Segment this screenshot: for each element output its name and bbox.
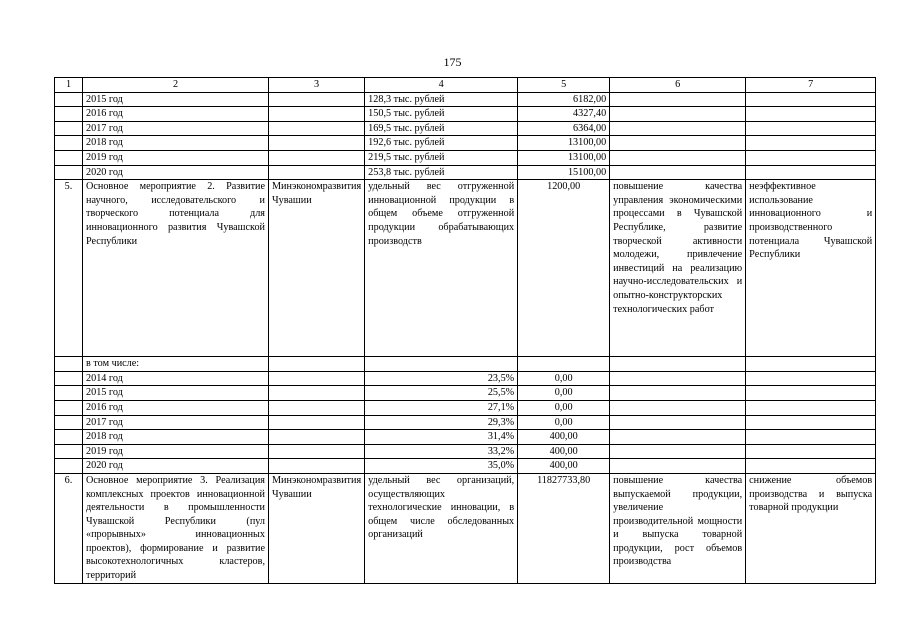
indicator-description: удельный вес организаций, осуществляющих технологические инновации, в общем числе обследованных организаций [365, 473, 518, 583]
header-cell: 3 [269, 78, 365, 93]
header-cell: 5 [518, 78, 610, 93]
amount-cell: 0,00 [518, 400, 610, 415]
table-row [55, 136, 876, 151]
year-cell: 2015 год [83, 386, 269, 401]
indicator-cell: 33,2% [365, 444, 518, 459]
indicator-description: удельный вес отгруженной инновационной продукции в общем объеме отгруженной продукции обрабатывающих производств [365, 180, 518, 357]
amount-cell: 0,00 [518, 415, 610, 430]
year-cell: 2017 год [83, 415, 269, 430]
consequences: снижение объемов производства и выпуска товарной продукции [746, 473, 876, 583]
indicator-cell: 31,4% [365, 430, 518, 445]
consequences: неэффективное использование инновационного и производственного потенциала Чувашской Республики [746, 180, 876, 357]
amount-cell: 4327,40 [518, 107, 610, 122]
measure-name: Основное мероприятие 3. Реализация комплексных проектов инновационной деятельности в промышленности Чувашской Республики (пул «прорывных» инновационных проектов), формирование и развитие высокотехнологичных кластеров, территорий [83, 473, 269, 583]
header-cell: 1 [55, 78, 83, 93]
year-cell: 2018 год [83, 136, 269, 151]
table-row [55, 444, 876, 459]
amount-cell: 400,00 [518, 430, 610, 445]
indicator-cell: 219,5 тыс. рублей [365, 150, 518, 165]
indicator-cell: 29,3% [365, 415, 518, 430]
indicator-cell: 150,5 тыс. рублей [365, 107, 518, 122]
header-cell: 4 [365, 78, 518, 93]
table-row [55, 150, 876, 165]
indicator-cell: 25,5% [365, 386, 518, 401]
year-cell: 2016 год [83, 400, 269, 415]
indicator-cell: 169,5 тыс. рублей [365, 121, 518, 136]
indicator-cell: 128,3 тыс. рублей [365, 92, 518, 107]
year-cell: 2020 год [83, 165, 269, 180]
indicator-cell: 23,5% [365, 371, 518, 386]
amount-cell: 0,00 [518, 371, 610, 386]
table-row [55, 121, 876, 136]
indicator-cell: 253,8 тыс. рублей [365, 165, 518, 180]
funding-amount: 11827733,80 [518, 473, 610, 583]
amount-cell: 15100,00 [518, 165, 610, 180]
year-cell: 2014 год [83, 371, 269, 386]
table-row [55, 357, 876, 372]
table-row [55, 415, 876, 430]
amount-cell: 6364,00 [518, 121, 610, 136]
year-cell: 2019 год [83, 444, 269, 459]
year-cell: 2018 год [83, 430, 269, 445]
header-cell: 2 [83, 78, 269, 93]
header-cell: 7 [746, 78, 876, 93]
measure-name: Основное мероприятие 2. Развитие научного, исследовательского и творческого потенциала для инновационного развития Чувашской Республики [83, 180, 269, 357]
amount-cell: 400,00 [518, 459, 610, 474]
header-row [55, 78, 876, 93]
including-label: в том числе: [83, 357, 269, 372]
responsible-executor: Минэкономразвития Чувашии [269, 180, 365, 357]
responsible-executor: Минэкономразвития Чувашии [269, 473, 365, 583]
indicator-cell: 35,0% [365, 459, 518, 474]
year-cell: 2020 год [83, 459, 269, 474]
page-number: 175 [443, 55, 462, 69]
amount-cell: 13100,00 [518, 150, 610, 165]
amount-cell: 13100,00 [518, 136, 610, 151]
year-cell: 2015 год [83, 92, 269, 107]
amount-cell: 400,00 [518, 444, 610, 459]
item-number: 5. [55, 180, 83, 357]
table-row-item-5 [55, 180, 876, 357]
table-row [55, 430, 876, 445]
year-cell: 2017 год [83, 121, 269, 136]
indicator-cell: 27,1% [365, 400, 518, 415]
table-row [55, 92, 876, 107]
table-row [55, 107, 876, 122]
table-row [55, 371, 876, 386]
year-cell: 2016 год [83, 107, 269, 122]
expected-result: повышение качества управления экономическими процессами в Чувашской Республике, развитие творческой активности молодежи, привлечение инвестиций на реализацию научно-исследовательских и опытно-конструкторских технологических работ [610, 180, 746, 357]
program-table [54, 77, 876, 584]
expected-result: повышение качества выпускаемой продукции, увеличение производительной мощности и выпуска товарной продукции, рост объемов производства [610, 473, 746, 583]
table-row [55, 165, 876, 180]
table-row [55, 386, 876, 401]
item-number: 6. [55, 473, 83, 583]
amount-cell: 0,00 [518, 386, 610, 401]
year-cell: 2019 год [83, 150, 269, 165]
funding-amount: 1200,00 [518, 180, 610, 357]
table-row [55, 400, 876, 415]
table-row-item-6 [55, 473, 876, 583]
header-cell: 6 [610, 78, 746, 93]
table-row [55, 459, 876, 474]
indicator-cell: 192,6 тыс. рублей [365, 136, 518, 151]
amount-cell: 6182,00 [518, 92, 610, 107]
